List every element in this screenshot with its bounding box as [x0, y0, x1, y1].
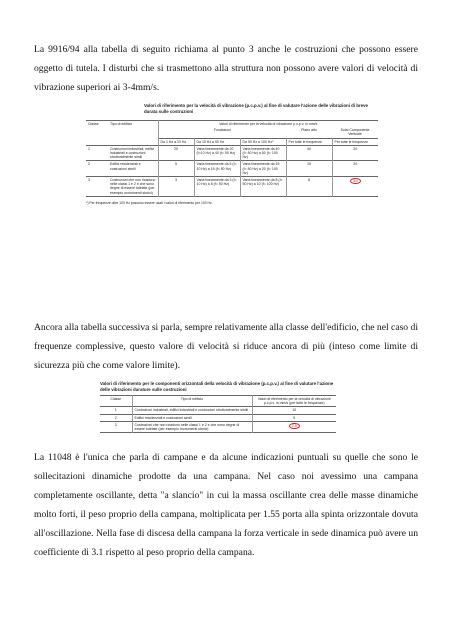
table1-freq-1: Da 1 Hz a 10 Hz	[158, 138, 194, 145]
table2-cell: 2	[114, 415, 117, 420]
paragraph-intro: La 9916/94 alla tabella di seguito richiama al punto 3 anche le costruzioni che possono essere oggetto di tutela. I disturbi che si trasmettono alla struttura non possono avere valori di velocità di vibrazione superiori ai 3-4mm/s.	[34, 44, 418, 93]
table2-cell: 10	[252, 407, 336, 414]
table1-cell: Edifici residenziali e costruzioni simili	[110, 162, 141, 171]
table-row	[86, 177, 378, 197]
red-circle-mark: 2,5	[289, 423, 300, 429]
table1-freq-2: Da 10 Hz a 50 Hz	[194, 138, 240, 145]
table1-header-piano-alto: Piano alto	[301, 128, 317, 133]
table1-cell: Costruzioni industriali, edifici industriali e costruzioni strutturalmente simili	[110, 146, 155, 160]
table-row	[86, 161, 378, 177]
table1-header-tipo: Tipo di edificio	[110, 122, 133, 126]
table1-header-valori: Valori di riferimento per la velocità di vibrazione p.c.p.v. in mm/s	[158, 121, 378, 128]
table-row	[100, 414, 336, 421]
table2-header-valori: Valori di riferimento per la velocità di vibrazione p.c.p.v. in mm/s (per tutte le frequenze)	[252, 396, 336, 407]
table2-cell: Edifici residenziali e costruzioni simili	[132, 414, 252, 421]
table1-cell: 8	[286, 177, 332, 197]
table1-cell: 5	[158, 161, 194, 177]
table1-cell: Varia linearmente da 15 (f= 50 Hz) a 20 (f= 100 Hz)	[240, 161, 286, 177]
table1-cell: Costruzioni che non ricadono nelle classi 1 e 2 e che sono degne di essere tutelate (per esempio monumenti storici)	[110, 178, 156, 195]
table2-cell: 5	[252, 414, 336, 421]
table1-cell: Varia linearmente da 40 (f= 50 Hz) a 50 (f= 100 Hz)	[240, 145, 286, 161]
table1-cell: 3	[88, 178, 90, 183]
table1-cell: Varia linearmente da 20 (f=10 Hz) a 40 (f= 50 Hz)	[194, 145, 240, 161]
table2-grid	[100, 395, 336, 433]
paragraph-bells: La 11048 è l'unica che parla di campane e da alcune indicazioni puntuali su quelle che sono le sollecitazioni dinamiche prodotte da una campana. Nel caso noi avessimo una campana completamente oscillante, detta "a slancio" in cui la massa oscillante crea delle masse dinamiche molto forti, il peso proprio della campana, moltiplicata per 1.55 porta alla spinta orizzontale dovuta all'oscillazione. Nella fase di discesa della campana la forza verticale in sede dinamica può avere un coefficiente di 3.1 rispetto al peso proprio della campana.	[34, 452, 418, 558]
table1-cell: 15	[286, 161, 332, 177]
table1-cell: 2	[88, 162, 90, 167]
table2-header-classe: Classe	[110, 397, 122, 401]
table1-header-classe: Classe	[88, 122, 99, 126]
table2-cell-circled	[252, 421, 336, 432]
red-circle-mark: 3/4	[350, 178, 361, 184]
table-row	[86, 145, 378, 161]
table2-header-tipo: Tipo di edificio	[132, 396, 252, 407]
table1-header-solai: Solai Componente Verticale	[340, 128, 370, 137]
table1-cell: 20	[332, 145, 378, 161]
table1-cell-circled	[332, 177, 378, 197]
paragraph-middle: Ancora alla tabella successiva si parla, sempre relativamente alla classe dell'edificio, che nel caso di frequenze complessive, questo valore di velocità si riduce ancora di più (inteso come limite di sicurezza più che come valore limite).	[34, 322, 418, 371]
table1-freq-4: Per tutte le frequenze	[286, 138, 332, 145]
table1-cell: 3	[158, 177, 194, 197]
table2-cell: Costruzioni industriali, edifici industriali e costruzioni strutturalmente simili	[132, 407, 252, 414]
table1-cell: Varia linearmente da 3 (f= 10 Hz) a 8 (f= 50 Hz)	[194, 177, 240, 197]
table1-cell: 20	[158, 145, 194, 161]
table1-cell: Varia linearmente da 8 (f= 50 Hz) a 10 (f= 100 Hz)	[240, 177, 286, 197]
table1-title: Valori di riferimento per la velocità di vibrazione (p.c.p.v.) al fine di valutare l'azione delle vibrazioni di breve durata sulle costruzioni	[144, 103, 368, 114]
table1-freq-3: Da 50 Hz a 100 Hz*	[240, 138, 286, 145]
table2-title: Valori di riferimento per le componenti orizzontali della velocità di vibrazione (p.c.p.v.) al fine di valutare l'azione delle vibrazioni durature sulle costruzioni	[100, 381, 334, 392]
table-row	[100, 421, 336, 432]
table1-cell: 20	[332, 161, 378, 177]
table2-cell: 1	[114, 408, 117, 413]
table1-cell: 40	[286, 145, 332, 161]
table1-grid	[86, 120, 378, 197]
table1-cell: Varia linearmente da 5 (f= 10 Hz) a 15 (f= 50 Hz)	[194, 161, 240, 177]
table1-cell: 1	[88, 146, 90, 151]
table2-cell: Costruzioni che non ricadono nelle classi 1 e 2 e che sono degne di essere tutelate (per esempio monumenti storici)	[132, 421, 252, 432]
table1-header-fondazioni: Fondazioni	[158, 127, 286, 138]
table1-freq-5: Per tutte le frequenze	[332, 138, 378, 145]
vibration-table-short-duration	[86, 103, 378, 275]
table1-footnote: *) Per frequenze oltre 100 Hz possono essere usati i valori di riferimento per 100 Hz.	[86, 200, 213, 205]
table-row	[100, 407, 336, 414]
table2-cell: 3	[114, 422, 117, 427]
